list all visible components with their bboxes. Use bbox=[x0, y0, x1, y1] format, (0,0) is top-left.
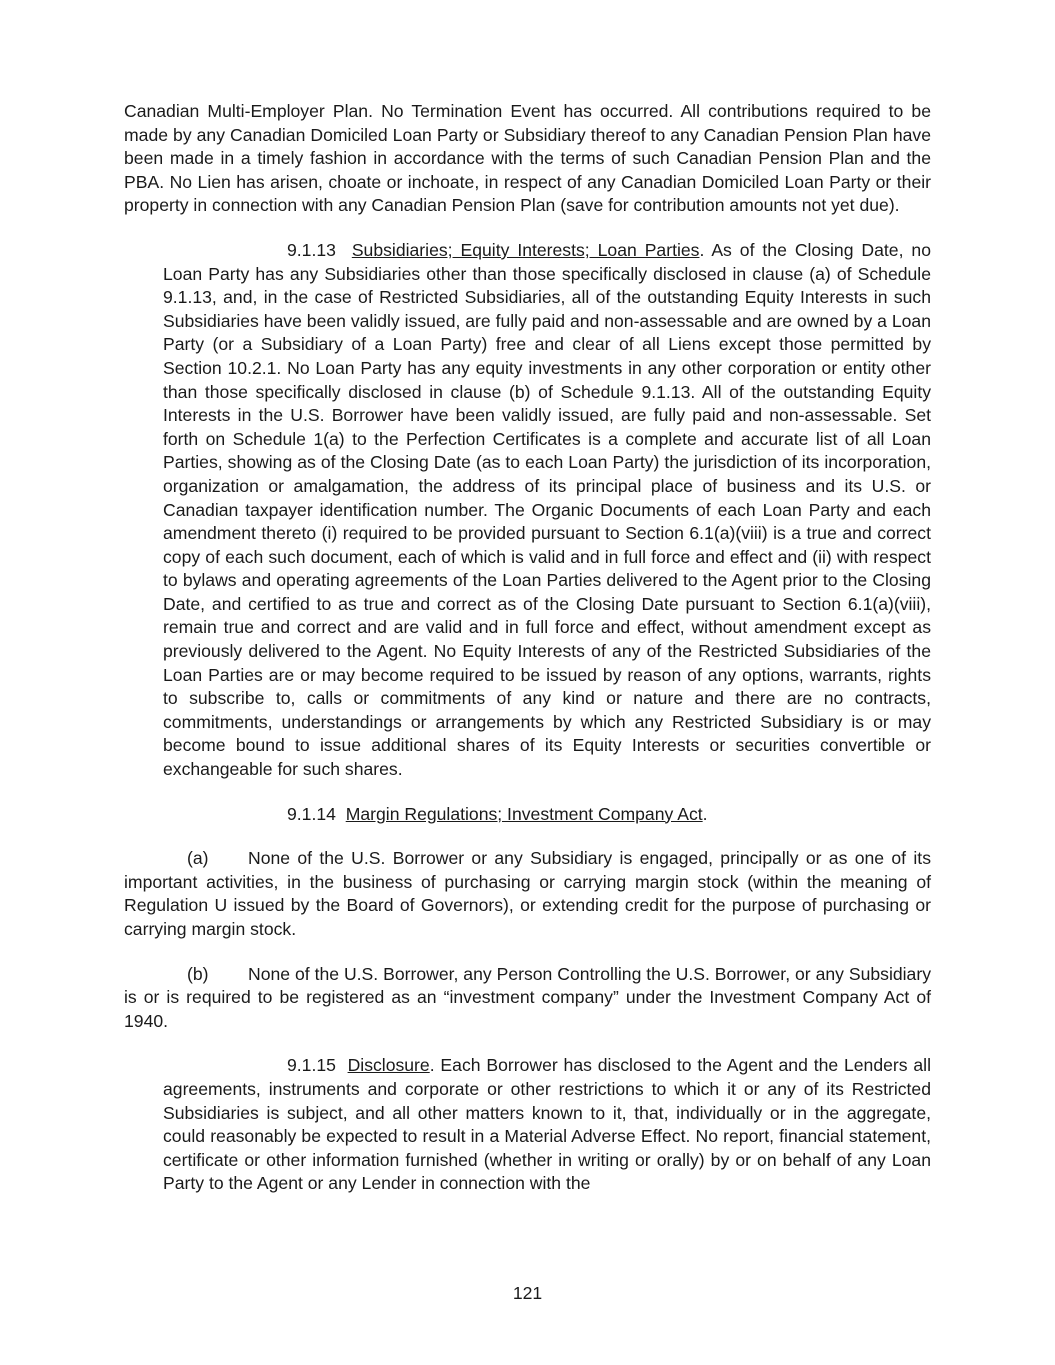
page-number: 121 bbox=[512, 1283, 543, 1303]
page-body bbox=[124, 100, 931, 1196]
clause-label: (a) bbox=[187, 848, 209, 869]
intro-paragraph: Canadian Multi-Employer Plan. No Termination Event has occurred. All contributions required to be made by any Canadian Domiciled Loan Party or Subsidiary thereof to any Canadian Pension Plan have been made in a timely fashion in accordance with the terms of such Canadian Pension Plan and the PBA. No Lien has arisen, choate or inchoate, in respect of any Canadian Domiciled Loan Party or their property in connection with any Canadian Pension Plan (save for contribution amounts not yet due). bbox=[124, 101, 931, 216]
clause-body: None of the U.S. Borrower, any Person Controlling the U.S. Borrower, or any Subsidiary is or is required to be registered as an “investment company” under the Investment Company Act of 1940. bbox=[124, 963, 931, 1031]
section-body: . Each Borrower has disclosed to the Agent and the Lenders all agreements, instruments and corporate or other restrictions to which it or any of its Restricted Subsidiaries is subject, and all other matters known to it, that, individually or in the aggregate, could reasonably be expected to result in a Material Adverse Effect. No report, financial statement, certificate or other information furnished (whether in writing or orally) by or on behalf of any Loan Party to the Agent or any Lender in connection with the bbox=[163, 1055, 931, 1194]
section-9-1-15 bbox=[163, 1054, 931, 1196]
section-title: Margin Regulations; Investment Company Act bbox=[345, 803, 703, 824]
section-9-1-13 bbox=[163, 239, 931, 782]
section-body: . As of the Closing Date, no Loan Party has any Subsidiaries other than those specifically disclosed in clause (a) of Schedule 9.1.13, and, in the case of Restricted Subsidiaries, all of the outstanding Equity Interests in such Subsidiaries have been validly issued, are fully paid and non-assessable and are owned by a Loan Party (or a Subsidiary of a Loan Party) free and clear of all Liens except those permitted by Section 10.2.1. No Loan Party has any equity investments in any other corporation or entity other than those specifically disclosed in clause (b) of Schedule 9.1.13. All of the outstanding Equity Interests in the U.S. Borrower have been validly issued, are fully paid and non-assessable. Set forth on Schedule 1(a) to the Perfection Certificates is a complete and accurate list of all Loan Parties, showing as of the Closing Date (as to each Loan Party) the jurisdiction of its incorporation, organization or amalgamation, the address of its principal place of business and its U.S. or Canadian taxpayer identification number. The Organic Documents of each Loan Party and each amendment thereto (i) required to be provided pursuant to Section 6.1(a)(viii) is a true and correct copy of each such document, each of which is valid and in full force and effect and (ii) with respect to bylaws and operating agreements of the Loan Parties delivered to the Agent prior to the Closing Date, and certified to as true and correct as of the Closing Date pursuant to Section 6.1(a)(viii), remain true and correct and are valid and in full force and effect, without amendment except as previously delivered to the Agent. No Equity Interests of any of the Restricted Subsidiaries of the Loan Parties are or may become required to be issued by reason of any options, warrants, rights to subscribe to, calls or commitments of any kind or nature and there are no contracts, commitments, understandings or arrangements by which any Restricted Subsidiary is or may become bound to issue additional shares of its Equity Interests or securities convertible or exchangeable for such shares. bbox=[163, 239, 931, 780]
clause-a bbox=[124, 847, 931, 941]
section-number: 9.1.14 bbox=[287, 803, 336, 824]
section-title-suffix: . bbox=[702, 803, 708, 824]
section-9-1-15-paragraph bbox=[163, 1054, 931, 1196]
section-9-1-13-paragraph bbox=[163, 239, 931, 782]
section-title: Disclosure bbox=[347, 1055, 430, 1076]
clause-body: None of the U.S. Borrower or any Subsidiary is engaged, principally or as one of its important activities, in the business of purchasing or carrying margin stock (within the meaning of Regulation U issued by the Board of Governors), or extending credit for the purpose of purchasing or carrying margin stock. bbox=[124, 848, 931, 939]
section-number: 9.1.15 bbox=[287, 1055, 336, 1076]
clause-b bbox=[124, 963, 931, 1034]
clause-label: (b) bbox=[187, 963, 209, 984]
section-number: 9.1.13 bbox=[287, 239, 336, 260]
section-9-1-14-heading bbox=[124, 803, 931, 827]
section-title: Subsidiaries; Equity Interests; Loan Parties bbox=[351, 239, 700, 260]
